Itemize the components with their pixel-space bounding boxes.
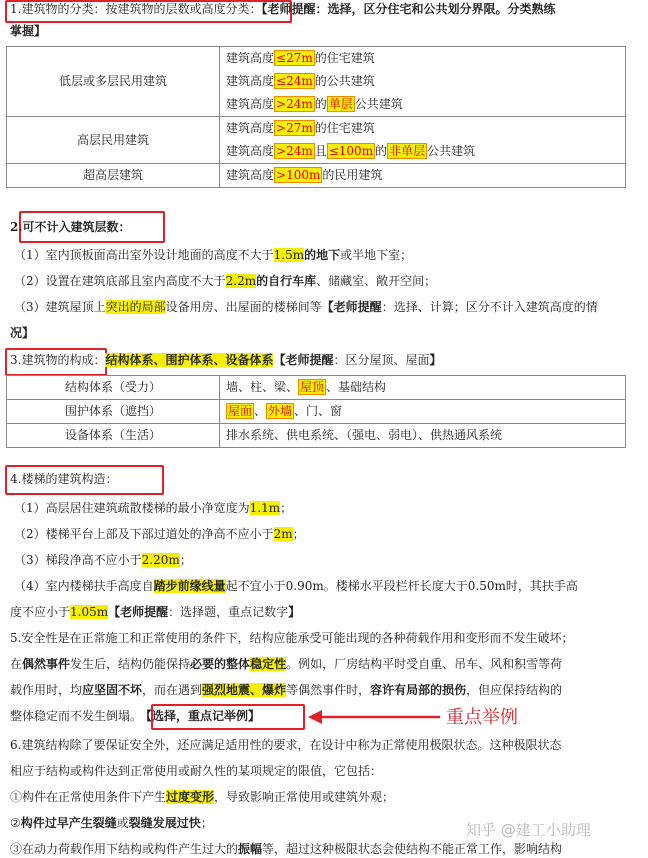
section4-item-3: （3）梯段净高不应小于2.20m； xyxy=(14,553,192,567)
table-cell-category: 超高层建筑 xyxy=(7,164,220,188)
section1-heading: 1.建筑物的分类：按建筑物的层数或高度分类：【老师提醒：选择，区分住宅和公共划分界限。分类熟练 xyxy=(10,2,556,16)
section6-line-1: 6.建筑结构除了要保证安全外，还应满足适用性的要求，在设计中称为正常使用极限状态。这种极限状态 xyxy=(10,738,562,752)
section2-heading: 2.可不计入建筑层数： xyxy=(10,220,131,234)
annotation-key-example: 重点举例 xyxy=(446,707,518,728)
section5-line-4: 整体稳定而不发生倒塌。 【选择，重点记举例】 xyxy=(10,709,261,723)
table-cell-category: 结构体系（受力） xyxy=(7,376,220,400)
table-row xyxy=(7,424,626,448)
section6-line-4: ②构件过早产生裂缝或裂缝发展过快； xyxy=(10,816,213,830)
section3-heading: 3.建筑物的构成：结构体系、围护体系、设备体系【老师提醒：区分屋顶、屋面】 xyxy=(10,353,442,367)
section5-line-1: 5.安全性是在正常施工和正常使用的条件下，结构应能承受可能出现的各种荷载作用和变形而不发生破坏； xyxy=(10,631,574,645)
watermark: 知乎 @建工小助理 xyxy=(466,821,591,839)
table-cell-category: 低层或多层民用建筑 xyxy=(7,47,220,117)
table-cell-value: 屋面 、 外墙 、门、窗 xyxy=(220,400,626,424)
table-cell-value: 排水系统、供电系统、（强电、弱电）、供热通风系统 xyxy=(220,424,626,448)
example-tag-box xyxy=(151,704,305,730)
table-cell-criteria: 建筑高度 ≤27m 的住宅建筑 建筑高度 ≤24m 的公共建筑 建筑高度 >24m 的 单层 公共建筑 xyxy=(220,47,626,117)
section5-line-2: 在偶然事件发生后，结构仍能保持必要的整体稳定性。例如，厂房结构平时受自重、吊车、风和积雪等荷 xyxy=(10,657,563,671)
section2-item-3: （3）建筑屋顶上突出的局部设备用房、出屋面的楼梯间等【老师提醒：选择、计算；区分不计入建筑高度的情 xyxy=(14,300,598,314)
table-cell-criteria: 建筑高度 >27m 的住宅建筑 建筑高度 >24m 且 ≤100m 的 非单层 公共建筑 xyxy=(220,117,626,164)
table-cell-category: 设备体系（生活） xyxy=(7,424,220,448)
table-row xyxy=(7,117,626,164)
table-row xyxy=(7,164,626,188)
section4-item-1: （1）高层居住建筑疏散楼梯的最小净宽度为1.1m； xyxy=(14,501,293,515)
arrow-left-icon xyxy=(306,707,442,727)
section1-tip-end: 掌握】 xyxy=(10,24,47,38)
table-row xyxy=(7,376,626,400)
table-cell-category: 围护体系（遮挡） xyxy=(7,400,220,424)
section4-item-4: （4）室内楼梯扶手高度自踏步前缘线量起不宜小于0.90m。楼梯水平段栏杆长度大于0.50m时，其扶手高 xyxy=(14,579,578,593)
table-row xyxy=(7,47,626,117)
section5-line-3: 载作用时，均应坚固不坏，而在遇到强烈地震、爆炸等偶然事件时，容许有局部的损伤，但应保持结构的 xyxy=(10,683,563,697)
section4-heading: 4.楼梯的建筑构造： xyxy=(10,472,118,486)
table-row xyxy=(7,400,626,424)
table-cell-value: 墙、柱、梁、 屋顶 、基础结构 xyxy=(220,376,626,400)
section2-item-1: （1）室内顶板面高出室外设计地面的高度不大于1.5m的地下或半地下室； xyxy=(14,248,413,262)
section2-item-3-end: 况】 xyxy=(10,326,35,340)
building-classification-table xyxy=(6,46,626,188)
section2-item-2: （2）设置在建筑底部且室内高度不大于2.2m的自行车库、储藏室、敞开空间； xyxy=(14,274,437,288)
section6-line-2: 相应于结构或构件达到正常使用或耐久性的某项规定的限值，它包括： xyxy=(10,764,383,778)
section6-line-5: ③在动力荷载作用下结构或构件产生过大的振幅等，超过这种极限状态会使结构不能正常工作，影响结构 xyxy=(10,842,563,856)
table-cell-category: 高层民用建筑 xyxy=(7,117,220,164)
table-cell-criteria: 建筑高度 >100m 的民用建筑 xyxy=(220,164,626,188)
section4-item-2: （2）楼梯平台上部及下部过道处的净高不应小于2m； xyxy=(14,527,305,541)
section4-item-4-end: 度不应小于1.05m【老师提醒：选择题，重点记数字】 xyxy=(10,605,301,619)
section6-line-3: ①构件在正常使用条件下产生过度变形，导致影响正常使用或建筑外观； xyxy=(10,790,395,804)
building-composition-table xyxy=(6,375,626,448)
